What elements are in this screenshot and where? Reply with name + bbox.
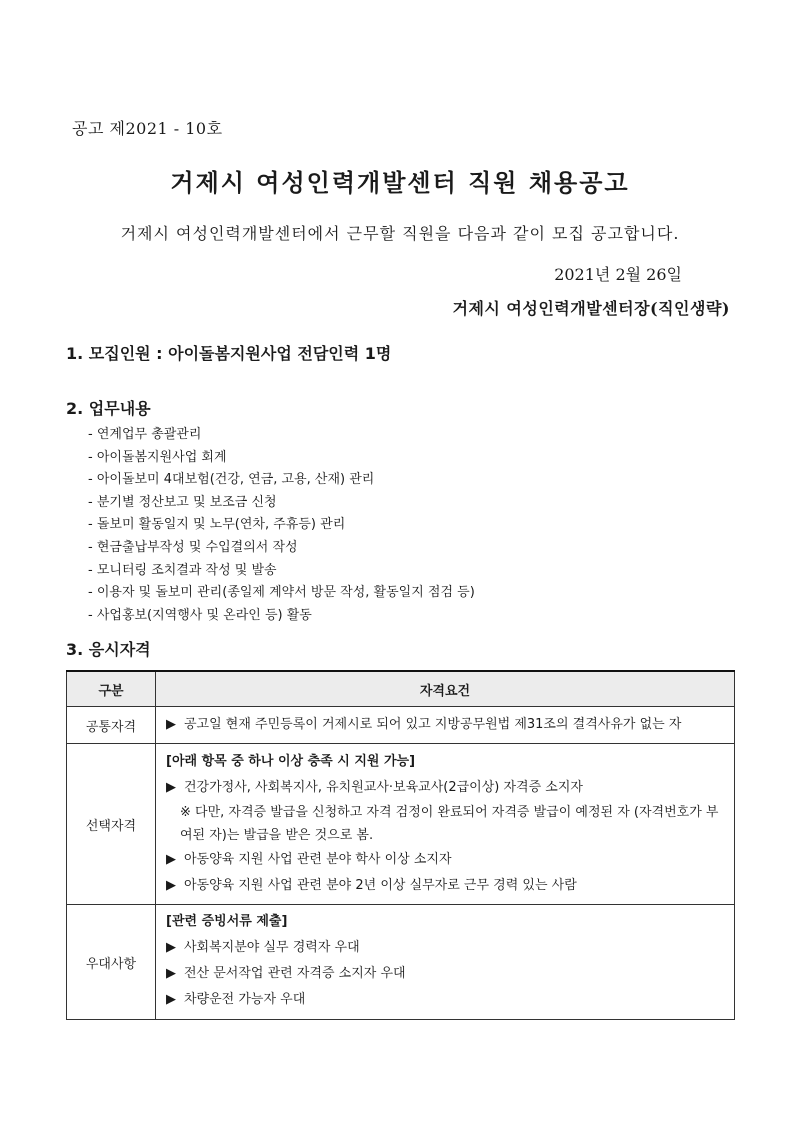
bullet-arrow-icon: ▶ [166,878,176,893]
page-title: 거제시 여성인력개발센터 직원 채용공고 [170,168,630,197]
bullet-arrow-icon: ▶ [166,717,176,732]
list-item: - 아이돌보미 4대보험(건강, 연금, 고용, 산재) 관리 [88,472,375,488]
section-duties-heading: 2. 업무내용 [66,399,151,418]
qualifications-table [66,670,735,1020]
column-header-category: 구분 [67,671,156,707]
bullet-arrow-icon: ▶ [166,992,176,1007]
preferred-item-2: 전산 문서작업 관련 자격증 소지자 우대 [184,966,406,981]
preferred-condition: [관련 증빙서류 제출] [166,914,288,929]
table-header-row [67,671,735,707]
row-label-common: 공통자격 [67,707,156,744]
bullet-arrow-icon: ▶ [166,940,176,955]
list-item: - 분기별 정산보고 및 보조금 신청 [88,494,277,510]
list-item: - 돌보미 활동일지 및 노무(연차, 주휴등) 관리 [88,517,346,533]
list-item: - 현금출납부작성 및 수입결의서 작성 [88,539,298,555]
row-label-selective: 선택자격 [67,744,156,905]
selective-item-3: 아동양육 지원 사업 관련 분야 2년 이상 실무자로 근무 경력 있는 사람 [184,878,577,893]
list-item: - 사업홍보(지역행사 및 온라인 등) 활동 [88,607,312,623]
selective-note: ※ 다만, 자격증 발급을 신청하고 자격 검정이 완료되어 자격증 발급이 예정된 자 (자격번호가 부여된 자)는 발급을 받은 것으로 봄. [180,805,719,843]
selective-item-1: 건강가정사, 사회복지사, 유치원교사·보육교사(2급이상) 자격증 소지자 [184,780,583,795]
row-body-selective [156,744,735,905]
list-item: - 모니터링 조치결과 작성 및 발송 [88,562,277,578]
duties-list [88,424,475,627]
common-requirement-text: 공고일 현재 주민등록이 거제시로 되어 있고 지방공무원법 제31조의 결격사유가 없는 자 [184,717,682,732]
selective-item-2: 아동양육 지원 사업 관련 분야 학사 이상 소지자 [184,852,452,867]
table-row-common [67,707,735,744]
intro-text: 거제시 여성인력개발센터에서 근무할 직원을 다음과 같이 모집 공고합니다. [120,224,680,243]
selective-condition: [아래 항목 중 하나 이상 충족 시 지원 가능] [166,754,416,769]
row-body-preferred [156,905,735,1020]
bullet-arrow-icon: ▶ [166,966,176,981]
list-item: - 연계업무 총괄관리 [88,427,202,442]
row-label-preferred: 우대사항 [67,905,156,1020]
preferred-item-1: 사회복지분야 실무 경력자 우대 [184,940,360,955]
section-recruitment-heading: 1. 모집인원 : 아이돌봄지원사업 전담인력 1명 [66,344,392,363]
table-row-selective [67,744,735,905]
section-qualifications-heading: 3. 응시자격 [66,640,151,659]
notice-number: 공고 제2021 - 10호 [72,119,223,138]
bullet-arrow-icon: ▶ [166,852,176,867]
preferred-item-3: 차량운전 가능자 우대 [184,992,306,1007]
bullet-arrow-icon: ▶ [166,780,176,795]
row-body-common [156,707,735,744]
column-header-requirements: 자격요건 [156,671,735,707]
list-item: - 아이돌봄지원사업 회계 [88,449,227,465]
table-row-preferred [67,905,735,1020]
notice-date: 2021년 2월 26일 [554,265,682,284]
signer: 거제시 여성인력개발센터장(직인생략) [452,299,730,318]
list-item: - 이용자 및 돌보미 관리(종일제 계약서 방문 작성, 활동일지 점검 등) [88,585,475,601]
